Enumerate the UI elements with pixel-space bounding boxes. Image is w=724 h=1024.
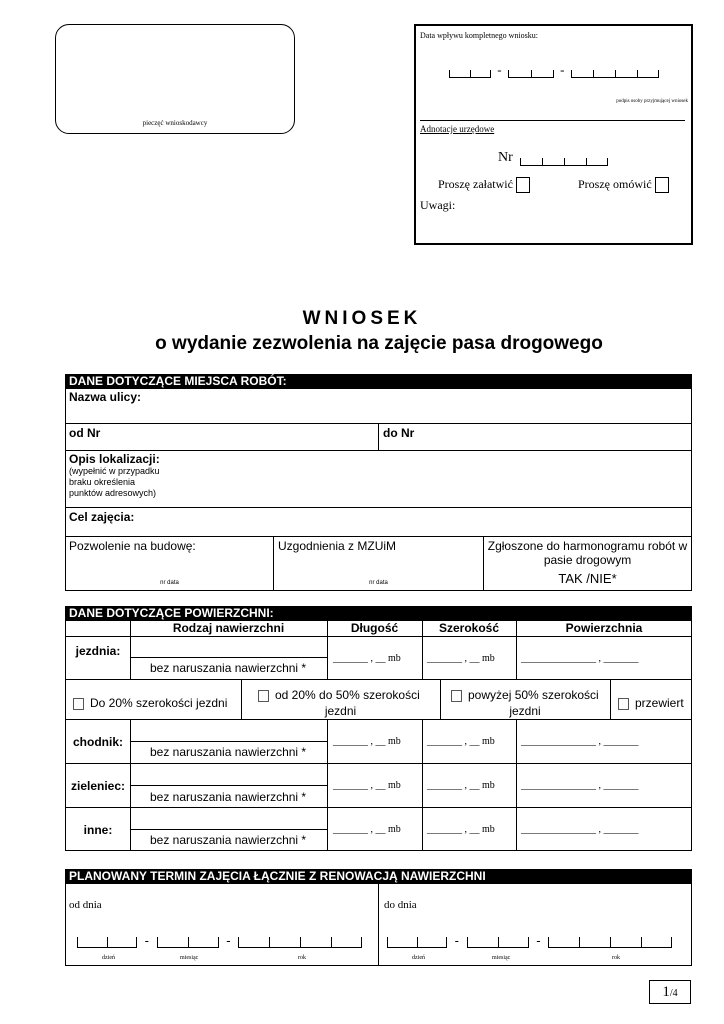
signature-line xyxy=(420,120,685,121)
sidewalk-width-field[interactable]: _______ , __ mb xyxy=(427,736,495,747)
road-area-field[interactable]: _______________ , _______ xyxy=(521,653,639,664)
col-width: Szerokość xyxy=(438,621,500,635)
page-number-current: 1 xyxy=(662,984,670,1000)
from-date-field[interactable] xyxy=(77,933,362,948)
option-over-50[interactable] xyxy=(451,688,599,702)
option-drilling[interactable] xyxy=(618,696,684,710)
schedule-label-1: Zgłoszone do harmonogramu robót w xyxy=(487,539,688,553)
to-nr-label: do Nr xyxy=(383,426,415,440)
building-permit-label: Pozwolenie na budowę: xyxy=(69,539,196,553)
other-length-field[interactable]: _______ , __ mb xyxy=(333,824,401,835)
col-length: Długość xyxy=(350,621,399,635)
street-name-label: Nazwa ulicy: xyxy=(69,390,142,404)
discuss-label: Proszę omówić xyxy=(578,177,652,191)
office-use-box xyxy=(414,24,693,245)
resolve-label: Proszę załatwić xyxy=(438,177,513,191)
resolve-checkbox[interactable] xyxy=(516,177,530,193)
col-area: Powierzchnia xyxy=(565,621,643,635)
nr-label: Nr xyxy=(498,150,513,165)
date-sep-1: - xyxy=(497,62,502,77)
location-description-label: Opis lokalizacji: xyxy=(69,452,160,466)
to-date-sep-2: - xyxy=(536,933,541,948)
row-label-sidewalk: chodnik: xyxy=(73,735,123,749)
page-number-total: /4 xyxy=(669,988,678,999)
permit-nr-date: nr data xyxy=(160,580,179,586)
annotations-label: Adnotacje urzędowe xyxy=(420,124,495,134)
option-under-20-checkbox[interactable] xyxy=(73,698,84,710)
section-surface-header: DANE DOTYCZĄCE POWIERZCHNI: xyxy=(65,606,692,620)
received-date-field[interactable] xyxy=(449,62,659,78)
to-date-sep-1: - xyxy=(454,933,459,948)
stamp-label: pieczęć wnioskodawcy xyxy=(142,119,208,127)
col-surface-type: Rodzaj nawierzchni xyxy=(172,621,285,635)
from-year-label: rok xyxy=(298,955,306,961)
purpose-label: Cel zajęcia: xyxy=(69,510,135,524)
to-date-label: do dnia xyxy=(384,899,417,911)
other-area-field[interactable]: _______________ , _______ xyxy=(521,824,639,835)
option-20-50-label: od 20% do 50% szerokości xyxy=(275,688,420,702)
green-width-field[interactable]: _______ , __ mb xyxy=(427,780,495,791)
sidewalk-length-field[interactable]: _______ , __ mb xyxy=(333,736,401,747)
option-20-50[interactable] xyxy=(258,688,420,702)
resolve-option xyxy=(438,177,530,193)
schedule-yes-no[interactable]: TAK /NIE* xyxy=(558,571,617,586)
received-date-label: Data wpływu kompletnego wniosku: xyxy=(420,31,538,40)
from-nr-label: od Nr xyxy=(69,426,101,440)
date-sep-2: - xyxy=(560,62,565,77)
option-over-50-checkbox[interactable] xyxy=(451,690,462,702)
row-sub-sidewalk: bez naruszania nawierzchni * xyxy=(150,745,307,759)
to-day-label: dzień xyxy=(412,955,425,961)
schedule-label-2: pasie drogowym xyxy=(543,553,632,567)
road-width-field[interactable]: _______ , __ mb xyxy=(427,653,495,664)
from-day-label: dzień xyxy=(102,955,115,961)
signature-label: podpis osoby przyjmującej wniosek xyxy=(616,99,688,104)
location-hint-2: braku określenia xyxy=(69,477,136,487)
sidewalk-area-field[interactable]: _______________ , _______ xyxy=(521,736,639,747)
option-drilling-label: przewiert xyxy=(635,696,684,710)
option-20-50-checkbox[interactable] xyxy=(258,690,269,702)
location-hint-1: (wypełnić w przypadku xyxy=(69,466,160,476)
location-hint-3: punktów adresowych) xyxy=(69,488,157,498)
green-area-field[interactable]: _______________ , _______ xyxy=(521,780,639,791)
green-length-field[interactable]: _______ , __ mb xyxy=(333,780,401,791)
to-date-field[interactable] xyxy=(387,933,672,948)
section-period-header: PLANOWANY TERMIN ZAJĘCIA ŁĄCZNIE Z RENOWACJĄ NAWIERZCHNI xyxy=(65,869,692,883)
discuss-checkbox[interactable] xyxy=(655,177,669,193)
row-sub-road: bez naruszania nawierzchni * xyxy=(150,661,307,675)
nr-field[interactable] xyxy=(520,158,608,166)
row-sub-green: bez naruszania nawierzchni * xyxy=(150,790,307,804)
other-width-field[interactable]: _______ , __ mb xyxy=(427,824,495,835)
option-under-20[interactable] xyxy=(73,696,227,710)
discuss-option xyxy=(578,177,669,193)
row-label-road: jezdnia: xyxy=(75,644,121,658)
option-over-50-label: powyżej 50% szerokości xyxy=(468,688,599,702)
option-over-50-label-2: jezdni xyxy=(509,704,541,718)
to-month-label: miesiąc xyxy=(492,955,511,961)
row-sub-other: bez naruszania nawierzchni * xyxy=(150,833,307,847)
section-location-header: DANE DOTYCZĄCE MIEJSCA ROBÓT: xyxy=(65,374,692,388)
from-date-sep-1: - xyxy=(144,933,149,948)
row-label-other: inne: xyxy=(83,823,113,837)
document-subtitle: o wydanie zezwolenia na zajęcie pasa drogowego xyxy=(155,333,603,354)
notes-label: Uwagi: xyxy=(420,198,456,212)
case-number xyxy=(498,150,608,166)
option-20-50-label-2: jezdni xyxy=(324,704,357,718)
document-title: WNIOSEK xyxy=(302,308,422,329)
row-label-green: zieleniec: xyxy=(70,779,126,793)
page-number xyxy=(649,980,691,1004)
option-under-20-label: Do 20% szerokości jezdni xyxy=(90,696,228,710)
agreements-nr-date: nr data xyxy=(369,580,388,586)
street-name-field[interactable] xyxy=(66,404,691,422)
option-drilling-checkbox[interactable] xyxy=(618,698,629,710)
from-date-label: od dnia xyxy=(69,899,102,911)
applicant-stamp-box xyxy=(55,24,295,134)
agreements-label: Uzgodnienia z MZUiM xyxy=(278,539,397,553)
road-length-field[interactable]: _______ , __ mb xyxy=(333,653,401,664)
from-month-label: miesiąc xyxy=(180,955,199,961)
from-date-sep-2: - xyxy=(226,933,231,948)
to-year-label: rok xyxy=(612,955,620,961)
